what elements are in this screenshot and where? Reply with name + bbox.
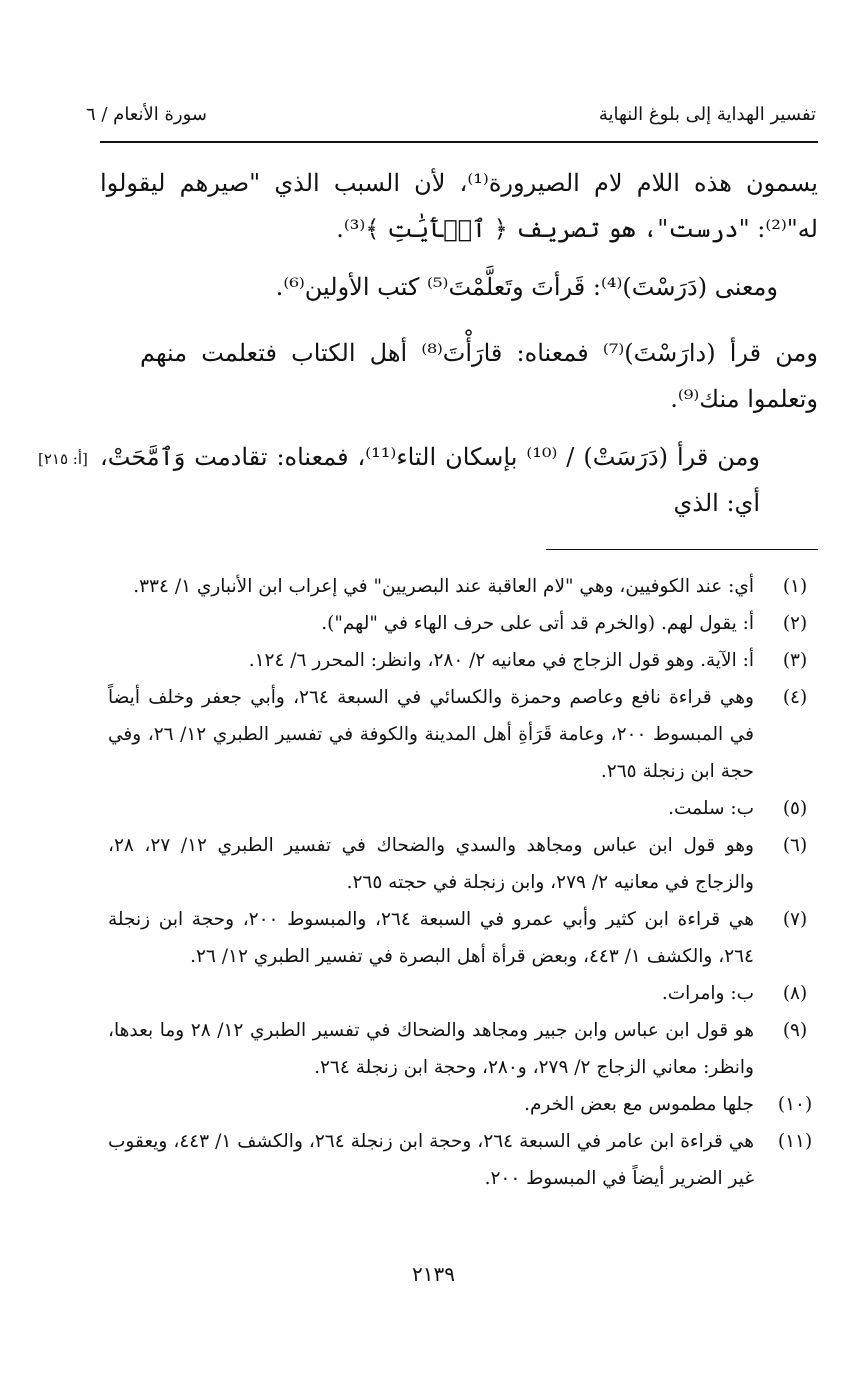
footnotes xyxy=(108,568,820,1197)
footnote xyxy=(108,901,820,975)
footnote-text: أي: عند الكوفيين، وهي "لام العاقبة عند البصريين" في إعراب ابن الأنباري ١/ ٣٣٤. xyxy=(133,576,754,597)
footnote-number: (٢) xyxy=(782,613,808,634)
page-number: ٢١٣٩ xyxy=(412,1262,455,1286)
footnote-text: وهي قراءة نافع وعاصم وحمزة والكسائي في السبعة ٢٦٤، وأبي جعفر وخلف أيضاً في المبسوط ٢٠٠، وعامة قَرَأةِ أهل المدينة والكوفة في تفسير الطبري ١٢/ ٢٦، وفي حجة ابن زنجلة ٢٦٥. xyxy=(108,687,754,782)
footnote-number: (٨) xyxy=(782,983,808,1004)
footnote-text: ب: سلمت. xyxy=(668,798,754,819)
footnote-text: أ: الآية. وهو قول الزجاج في معانيه ٢/ ٢٨٠، وانظر: المحرر ٦/ ١٢٤. xyxy=(248,650,754,671)
footnote-divider xyxy=(546,549,818,550)
footnote-number: (١) xyxy=(782,576,808,597)
footnote xyxy=(108,1086,820,1123)
footnote xyxy=(108,790,820,827)
footnote-text: وهو قول ابن عباس ومجاهد والسدي والضحاك في تفسير الطبري ١٢/ ٢٧، ٢٨، والزجاج في معانيه ٢/ ٢٧٩، وابن زنجلة في حجته ٢٦٥. xyxy=(108,835,754,893)
footnote xyxy=(108,679,820,790)
footnote xyxy=(108,1123,820,1197)
footnote xyxy=(108,568,820,605)
footnote-number: (٥) xyxy=(782,798,808,819)
manuscript-folio-ref: [أ: ٢١٥] xyxy=(38,450,88,468)
footnote xyxy=(108,975,820,1012)
footnote xyxy=(108,605,820,642)
footnote xyxy=(108,827,820,901)
running-header xyxy=(86,100,816,136)
footnote-text: جلها مطموس مع بعض الخرم. xyxy=(524,1094,754,1115)
footnote-number: (٣) xyxy=(782,650,808,671)
surah-label: سورة الأنعام / ٦ xyxy=(86,104,207,125)
paragraph-2: ومعنى (دَرَسْتَ)⁽⁴⁾: قَرأتَ وتَعلَّمْتَ⁽⁵⁾ كتب الأولين⁽⁶⁾. xyxy=(275,273,778,301)
book-title: تفسير الهداية إلى بلوغ النهاية xyxy=(598,104,816,125)
footnote-number: (٧) xyxy=(782,909,808,930)
footnote-number: (٩) xyxy=(782,1020,808,1041)
footnote-number: (١١) xyxy=(777,1131,813,1152)
footnote-number: (١٠) xyxy=(777,1094,813,1115)
footnote-text: هي قراءة ابن كثير وأبي عمرو في السبعة ٢٦٤، والمبسوط ٢٠٠، وحجة ابن زنجلة ٢٦٤، والكشف ١/ ٤٤٣، وبعض قرأة أهل البصرة في تفسير الطبري ١٢/ ٢٦. xyxy=(108,909,754,967)
footnote-number: (٤) xyxy=(782,687,808,708)
footnote-text: أ: يقول لهم. (والخرم قد أتى على حرف الهاء في "لهم"). xyxy=(321,613,754,634)
footnote xyxy=(108,1012,820,1086)
header-divider xyxy=(100,141,818,143)
footnote-text: هي قراءة ابن عامر في السبعة ٢٦٤، وحجة ابن زنجلة ٢٦٤، والكشف ١/ ٤٤٣، ويعقوب غير الضرير أيضاً في المبسوط ٢٠٠. xyxy=(108,1131,754,1189)
paragraph-1: يسمون هذه اللام لام الصيرورة⁽¹⁾، لأن السبب الذي "صيرهم ليقولوا له"⁽²⁾: "درست"، هو تصريف ﴿ ٱلۡأٓيَٰتِ ﴾⁽³⁾. xyxy=(100,169,818,243)
footnote-number: (٦) xyxy=(782,835,808,856)
footnote xyxy=(108,642,820,679)
paragraph-4: ومن قرأ (دَرَسَتْ) / ⁽¹⁰⁾ بإسكان التاء⁽¹¹⁾، فمعناه: تقادمت وَٱمَّحَتْ، أي: الذي xyxy=(100,443,760,517)
paragraph-3: ومن قرأ (دارَسْتَ)⁽⁷⁾ فمعناه: قارَأْتَ⁽⁸⁾ أهل الكتاب فتعلمت منهم وتعلموا منك⁽⁹⁾. xyxy=(140,339,818,413)
footnote-text: ب: وامرات. xyxy=(661,983,754,1004)
footnote-text: هو قول ابن عباس وابن جبير ومجاهد والضحاك في تفسير الطبري ١٢/ ٢٨ وما بعدها، وانظر: معاني الزجاج ٢/ ٢٧٩، و٢٨٠، وحجة ابن زنجلة ٢٦٤. xyxy=(108,1020,754,1078)
